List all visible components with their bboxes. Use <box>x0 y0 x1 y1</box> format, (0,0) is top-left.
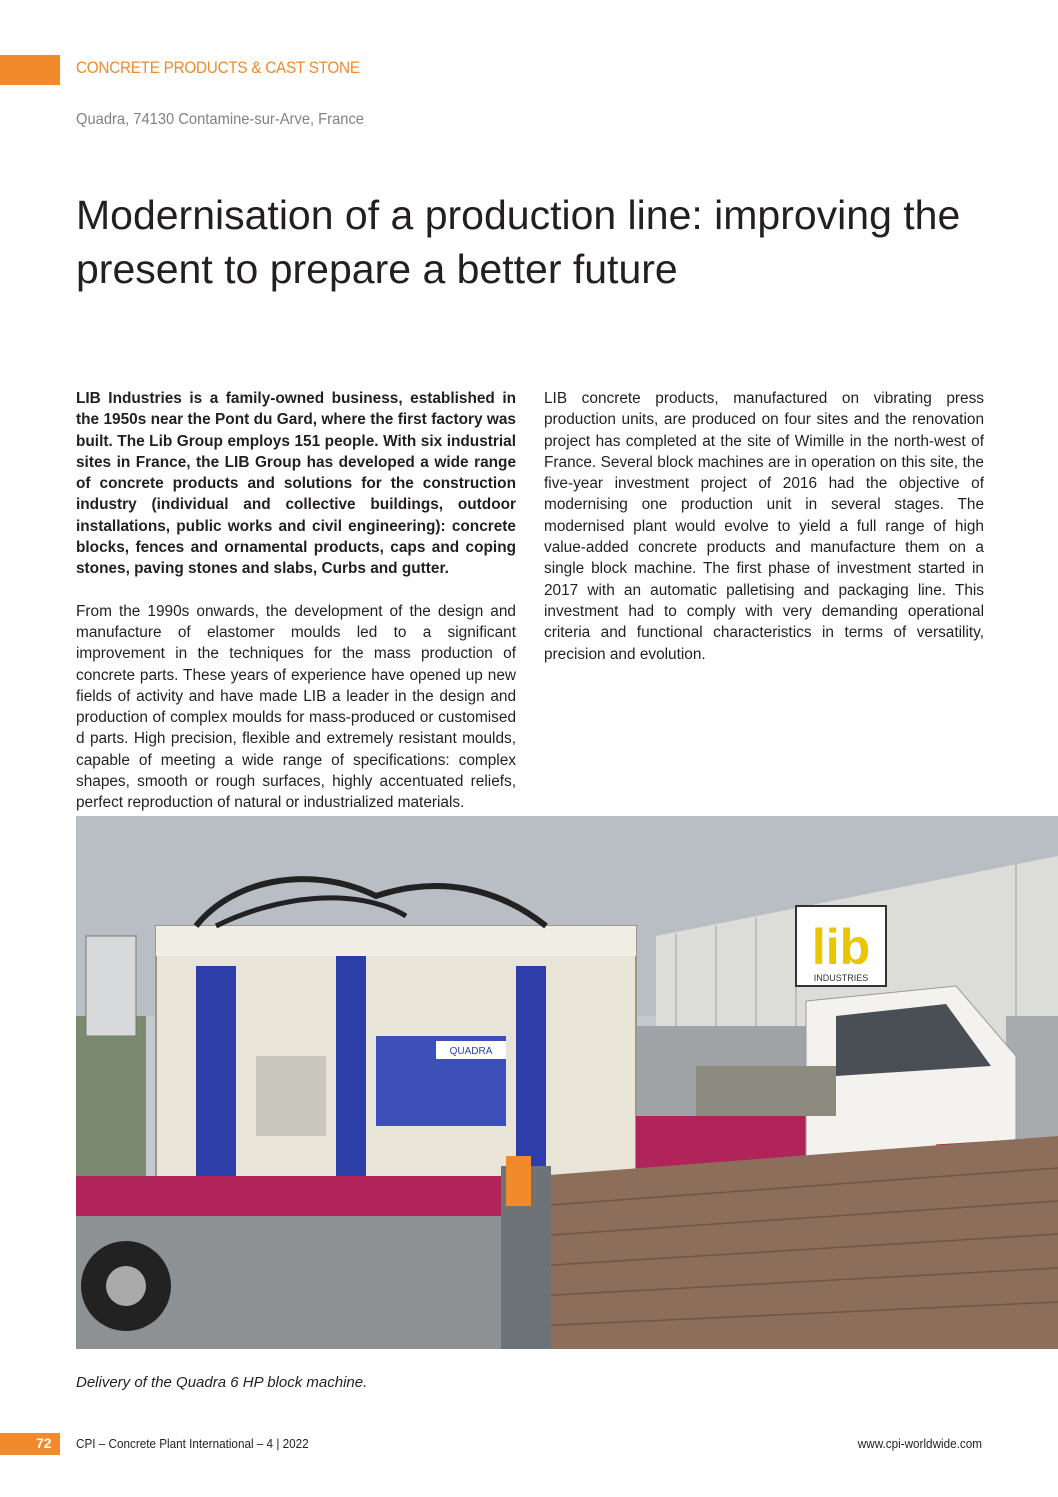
article-column-left <box>76 388 516 812</box>
journal-name: CPI – Concrete Plant International – 4 | 2022 <box>76 1436 309 1451</box>
article-column-right <box>544 388 984 665</box>
article-photo <box>76 816 1058 1349</box>
website-link[interactable]: www.cpi-worldwide.com <box>857 1436 982 1451</box>
lib-sign-subtitle: INDUSTRIES <box>813 973 869 983</box>
body-paragraph-2: LIB concrete products, manufactured on vibrating press production units, are produced on four sites and the renovation project has completed at the site of Wimille in the north-west of France. Several block machines are in operation on this site, the five-year investment project of 2016 had the objective of modernising one production unit in several stages. The modernised plant would evolve to yield a full range of high value-added concrete products and manufacture them on a single block machine. The first phase of investment started in 2017 with an automatic palletising and packaging line. This investment had to comply with very demanding operational criteria and functional characteristics in terms of versatility, precision and evolution. <box>544 390 984 663</box>
section-accent-bar <box>0 55 60 85</box>
quadra-machine-label: QUADRA <box>449 1046 493 1057</box>
delivery-photo-illustration <box>76 816 1058 1349</box>
block-machine <box>156 879 636 1186</box>
article-title: Modernisation of a production line: improving the present to prepare a better future <box>76 192 961 292</box>
section-label: CONCRETE PRODUCTS & CAST STONE <box>76 58 360 77</box>
photo-caption: Delivery of the Quadra 6 HP block machine. <box>76 1374 368 1391</box>
company-line: Quadra, 74130 Contamine-sur-Arve, France <box>76 111 365 128</box>
page-number: 72 <box>36 1435 52 1451</box>
lib-sign-logo: lib <box>811 919 871 975</box>
body-paragraph-1: From the 1990s onwards, the development of the design and manufacture of elastomer moulds led to a significant improvement in the techniques for the mass production of concrete parts. These years of experience have opened up new fields of activity and have made LIB a leader in the design and production of complex moulds for mass-produced or customised d parts. High precision, flexible and extremely resistant moulds, capable of meeting a wide range of specifications: complex shapes, smooth or rough surfaces, highly accentuated reliefs, perfect reproduction of natural or industrialized materials. <box>76 602 516 812</box>
lead-paragraph: LIB Industries is a family-owned business, established in the 1950s near the Pont du Gard, where the first factory was built. The Lib Group employs 151 people. With six industrial sites in France, the LIB Group has developed a wide range of concrete products and solutions for the construction industry (individual and collective buildings, outdoor installations, public works and civil engineering): concrete blocks, fences and ornamental products, caps and coping stones, paving stones and slabs, Curbs and gutter. <box>76 390 516 578</box>
